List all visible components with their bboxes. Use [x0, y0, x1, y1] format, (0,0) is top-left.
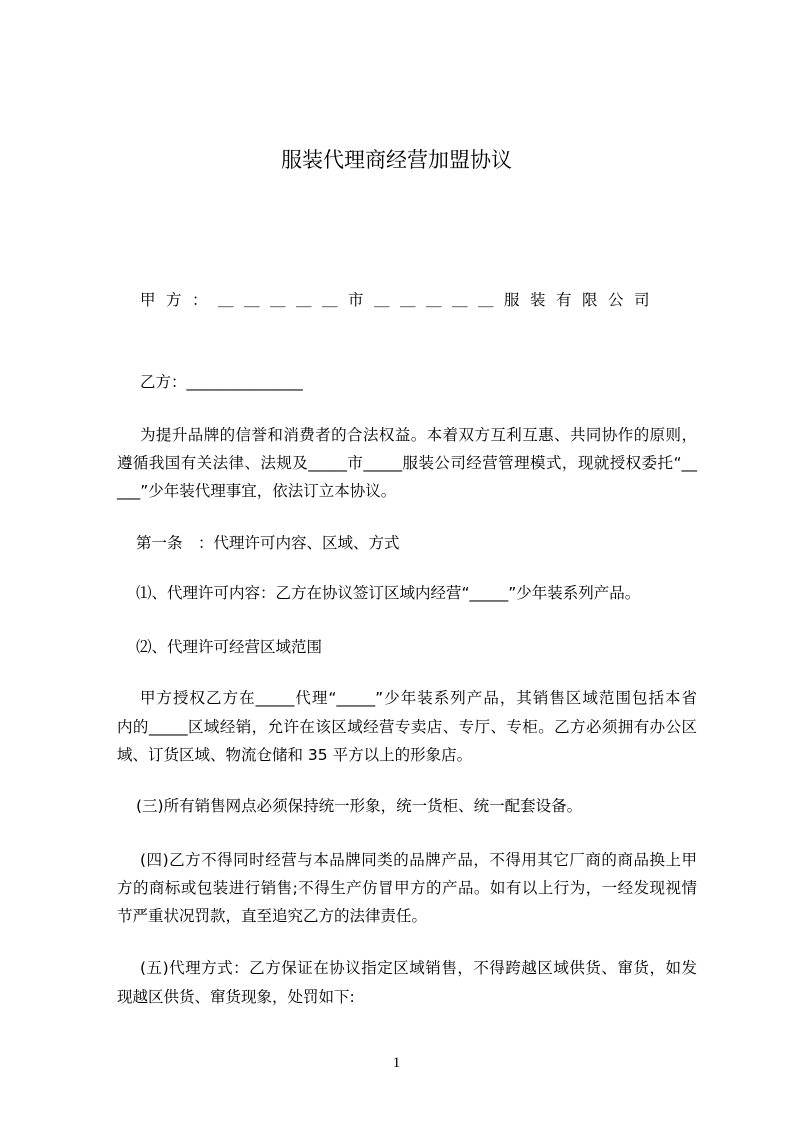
item-5-line: 现越区供货、窜货现象，处罚如下: — [117, 988, 355, 1006]
item-2-body-line: 甲方授权乙方在_____代理“_____”少年装系列产品，其销售区域范围包括本省 — [140, 689, 697, 707]
item-2-body-line: 内的_____区域经销，允许在该区域经营专卖店、专厅、专柜。乙方必须拥有办公区 — [117, 718, 697, 736]
item-1: ⑴、代理许可内容：乙方在协议签订区域内经营“_____”少年装系列产品。 — [136, 584, 641, 602]
item-4-line: 方的商标或包装进行销售;不得生产仿冒甲方的产品。如有以上行为，一经发现视情 — [117, 879, 697, 897]
item-4-line: (四)乙方不得同时经营与本品牌同类的品牌产品，不得用其它厂商的商品换上甲 — [140, 851, 697, 869]
item-3: (三)所有销售网点必须保持统一形象，统一货柜、统一配套设备。 — [136, 797, 583, 815]
item-2-heading: ⑵、代理许可经营区域范围 — [136, 638, 323, 656]
preamble-line: 遵循我国有关法律、法规及_____市_____服装公司经营管理模式，现就授权委托“__ — [117, 454, 697, 472]
page-number: 1 — [392, 1055, 401, 1071]
item-2-body-line: 域、订货区域、物流仓储和 35 平方以上的形象店。 — [117, 746, 473, 764]
article-1-heading: 第一条 ：代理许可内容、区域、方式 — [136, 534, 400, 552]
item-4-line: 节严重状况罚款，直至追究乙方的法律责任。 — [117, 907, 428, 925]
item-5-line: (五)代理方式：乙方保证在协议指定区域销售，不得跨越区域供货、窜货，如发 — [140, 959, 697, 977]
party-a-line: 甲方：＿＿＿＿＿市＿＿＿＿＿服装有限公司 — [140, 291, 661, 309]
document-title: 服装代理商经营加盟协议 — [281, 148, 512, 172]
preamble-line: 为提升品牌的信誉和消费者的合法权益。本着双方互利互惠、共同协作的原则， — [140, 426, 697, 444]
preamble-line: ___”少年装代理事宜，依法订立本协议。 — [117, 482, 397, 500]
party-b-line: 乙方：_______________ — [140, 373, 303, 391]
